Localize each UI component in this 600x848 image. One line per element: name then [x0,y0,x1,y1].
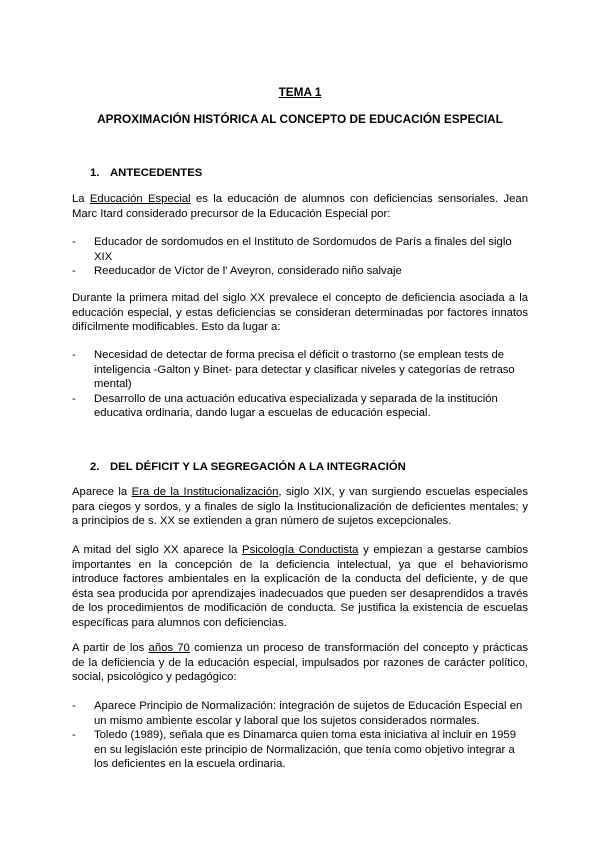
section-2-paragraph-1 [72,485,528,529]
intro-prefix: La [72,193,90,205]
para3-underlined-term: años 70 [148,642,190,654]
para1-suffix: , siglo XIX, y van surgiendo escuelas especiales para ciegos y sordos, y a finales de siglo la Institucionalización de deficientes mentales; y a principios de s. XX se extienden a gran número de sujetos excepcionales. [72,486,528,528]
para3-prefix: A partir de los [72,642,149,654]
section-2-paragraph-3 [72,641,528,685]
section-2-heading [90,460,406,475]
section-1-heading [90,166,202,181]
list-item: - Educador de sordomudos en el Instituto de Sordomudos de París a finales del siglo XIX [72,235,528,264]
section-2-list [72,699,528,772]
document-title: TEMA 1 [278,85,322,99]
document-subtitle: APROXIMACIÓN HISTÓRICA AL CONCEPTO DE EDUCACIÓN ESPECIAL [97,112,503,126]
list-item: - Reeducador de Víctor de l' Aveyron, considerado niño salvaje [72,264,528,279]
section-1-title: ANTECEDENTES [110,167,203,179]
section-1-paragraph-2: Durante la primera mitad del siglo XX prevalece el concepto de deficiencia asociada a la educación especial, y estas deficiencias se consideran determinadas por factores innatos difícilmente modificables. Esto da lugar a: [72,292,528,334]
section-1-list-1 [72,235,528,279]
para1-prefix: Aparece la [72,486,132,498]
intro-suffix: es la educación de alumnos con deficiencias sensoriales. Jean Marc Itard considerado precursor de la Educación Especial por: [72,193,528,220]
para2-suffix: y empiezan a gestarse cambios importantes en la concepción de la deficiencia intelectual, ya que el behaviorismo introduce factores ambientales en la explicación de la conducta del deficiente, y de que ésta sea producida por aprendizajes inadecuados que pueden ser desaprendidos a través de los procedimientos de modificación de conducta. Se justifica la existencia de escuelas específicas para alumnos con deficiencias. [72,544,528,629]
list-item: - Toledo (1989), señala que es Dinamarca quien toma esta iniciativa al incluir en 1959 en su legislación este principio de Normalización, que tenía como objetivo integrar a los deficientes en la escuela ordinaria. [72,728,528,772]
para1-underlined-term: Era de la Institucionalización [131,486,279,498]
list-item: - Desarrollo de una actuación educativa especializada y separada de la institución educativa ordinaria, dando lugar a escuelas de educación especial. [72,392,528,421]
para3-suffix: comienza un proceso de transformación del concepto y prácticas de la deficiencia y de la educación especial, impulsados por razones de carácter político, social, psicológico y pedagógico: [72,642,528,684]
intro-underlined-term: Educación Especial [89,193,191,205]
section-1-number: 1. [90,167,100,179]
section-1-intro [72,192,528,221]
list-item: - Aparece Principio de Normalización: integración de sujetos de Educación Especial en un mismo ambiente escolar y laboral que los sujetos considerados normales. [72,699,528,728]
para2-underlined-term: Psicología Conductista [242,544,359,556]
section-2-paragraph-2 [72,543,528,631]
list-item: - Necesidad de detectar de forma precisa el déficit o trastorno (se emplean tests de inteligencia -Galton y Binet- para detectar y clasificar niveles y categorías de retraso mental) [72,348,528,392]
para2-prefix: A mitad del siglo XX aparece la [72,544,243,556]
section-1-list-2 [72,348,528,421]
section-2-number: 2. [90,461,100,473]
section-2-title: DEL DÉFICIT Y LA SEGREGACIÓN A LA INTEGRACIÓN [110,461,406,473]
